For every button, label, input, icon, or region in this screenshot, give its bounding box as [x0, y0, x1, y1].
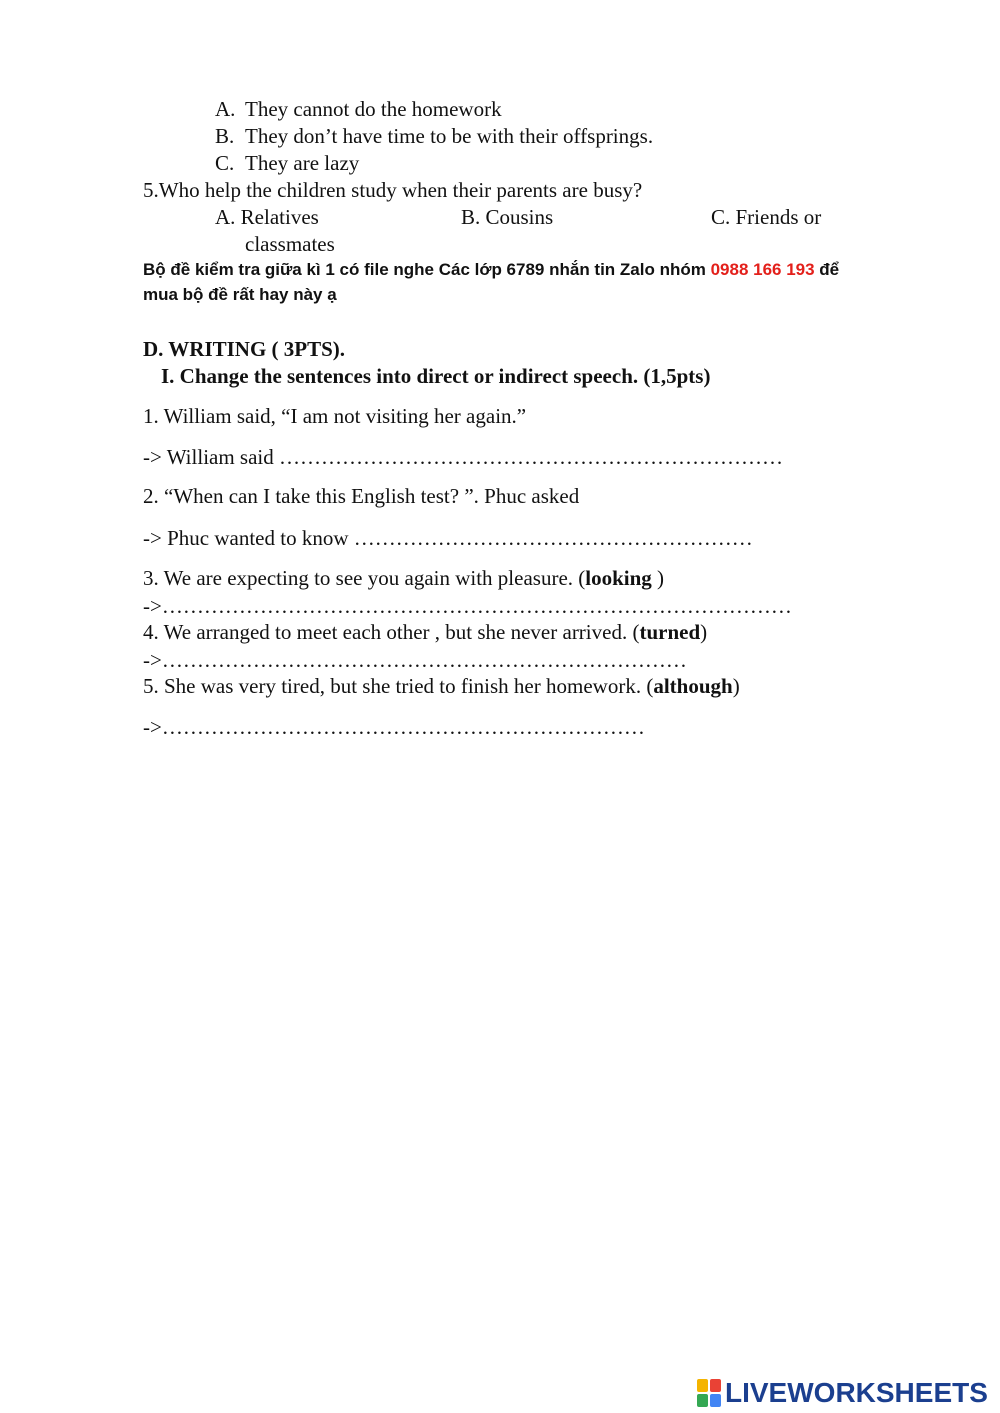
answer-line-5: ->…………………………………………………………… [143, 715, 645, 739]
notice-text: Bộ đề kiểm tra giữa kì 1 có file nghe Các lớp 6789 nhắn tin Zalo nhóm [143, 260, 711, 279]
notice-text-end: để [814, 260, 840, 279]
answer-line-2: -> Phuc wanted to know ………………………………………………… [143, 526, 753, 550]
option-letter: B. [215, 124, 235, 148]
sentence-2: 2. “When can I take this English test? ”. Phuc asked [143, 484, 580, 508]
sentence-3-end: ) [651, 566, 665, 590]
sentence-4-hint: turned [639, 620, 701, 644]
sentence-3-hint: looking [585, 566, 652, 590]
liveworksheets-logo [697, 1378, 988, 1408]
sentence-4 [143, 619, 707, 645]
liveworksheets-logo-icon [697, 1379, 721, 1407]
sentence-4-end: ) [700, 620, 708, 644]
writing-subheading: I. Change the sentences into direct or indirect speech. (1,5pts) [161, 364, 711, 388]
logo-square [697, 1394, 708, 1407]
sentence-3-text: 3. We are expecting to see you again with pleasure. ( [143, 566, 586, 590]
q5-option-a: A. Relatives [215, 205, 319, 229]
q4-option-b [215, 123, 653, 149]
sentence-5-hint: although [653, 674, 733, 698]
notice-phone: 0988 166 193 [710, 260, 815, 279]
writing-heading: D. WRITING ( 3PTS). [143, 337, 346, 361]
logo-square [710, 1379, 721, 1392]
answer-line-4: ->………………………………………………………………… [143, 648, 687, 672]
sentence-5-text: 5. She was very tired, but she tried to finish her homework. ( [143, 674, 654, 698]
option-text: They cannot do the homework [245, 97, 502, 121]
q5-question: 5.Who help the children study when their parents are busy? [143, 178, 643, 202]
answer-line-3: ->……………………………………………………………………………… [143, 594, 792, 618]
logo-square [697, 1379, 708, 1392]
q4-option-a [215, 96, 502, 122]
notice-line-2: mua bộ đề rất hay này ạ [143, 285, 337, 304]
liveworksheets-wordmark: LIVEWORKSHEETS [725, 1377, 988, 1408]
sentence-5 [143, 673, 740, 699]
q5-option-c: C. Friends or [711, 205, 822, 229]
sentence-3 [143, 565, 664, 591]
option-letter: C. [215, 151, 235, 175]
sentence-1: 1. William said, “I am not visiting her again.” [143, 404, 527, 428]
q5-option-c-cont: classmates [245, 232, 335, 256]
q5-option-b: B. Cousins [461, 205, 554, 229]
sentence-5-end: ) [732, 674, 740, 698]
notice-line-1 [143, 258, 839, 281]
option-text: They don’t have time to be with their offsprings. [245, 124, 654, 148]
q4-option-c [215, 150, 359, 176]
logo-square [710, 1394, 721, 1407]
sentence-4-text: 4. We arranged to meet each other , but she never arrived. ( [143, 620, 640, 644]
answer-line-1: -> William said ……………………………………………………………… [143, 445, 784, 469]
option-letter: A. [215, 97, 236, 121]
option-text: They are lazy [245, 151, 360, 175]
